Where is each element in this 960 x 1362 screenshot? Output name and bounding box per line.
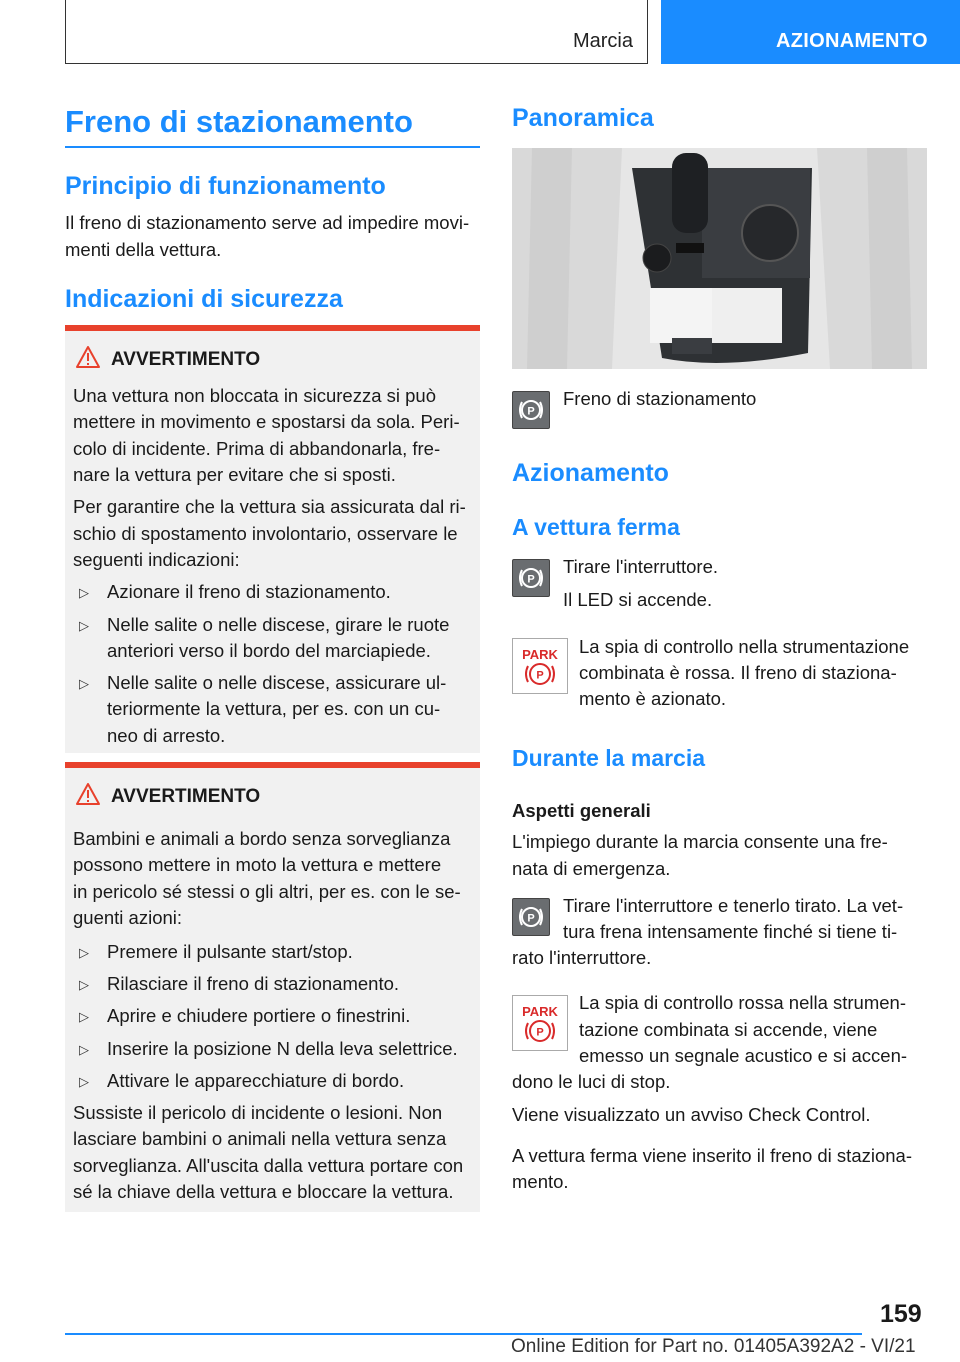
warning-2-bullet: Attivare le apparecchiature di bordo. xyxy=(107,1070,405,1091)
warning-1-line: schio di spostamento involontario, osservare le xyxy=(73,523,458,544)
warning-2-bullet: Aprire e chiudere portiere o finestrini. xyxy=(107,1005,411,1026)
overview-caption: Freno di stazionamento xyxy=(563,388,757,409)
warning-2-line: Sussiste il pericolo di incidente o lesioni. Non xyxy=(73,1102,443,1123)
principle-text-1: Il freno di stazionamento serve ad impedire movi- xyxy=(65,212,470,233)
warning-2-line: possono mettere in moto la vettura e mettere xyxy=(73,854,442,875)
parking-brake-switch-icon xyxy=(512,898,550,936)
header-section-box xyxy=(65,0,648,64)
warning-1-line: colo di incidente. Prima di abbandonarla, fre- xyxy=(73,438,441,459)
center-console-photo xyxy=(512,148,927,369)
stopped-park-text: La spia di controllo nella strumentazione xyxy=(579,636,910,657)
general-heading: Aspetti generali xyxy=(512,800,651,821)
header-chapter-tab xyxy=(661,0,960,64)
bullet-triangle-icon: ▷ xyxy=(79,676,89,691)
warning-2-line: in pericolo sé stessi o gli altri, per es. con le se- xyxy=(73,881,461,902)
park-text: tazione combinata si accende, viene xyxy=(579,1019,878,1040)
park-text: emesso un segnale acustico e si accen- xyxy=(579,1045,908,1066)
principle-text-2: menti della vettura. xyxy=(65,239,222,260)
principle-heading: Principio di funzionamento xyxy=(65,172,386,200)
svg-text:P: P xyxy=(527,573,535,586)
park-label: PARK xyxy=(522,647,558,662)
header-chapter: AZIONAMENTO xyxy=(776,30,928,52)
footer-rule xyxy=(65,1333,862,1335)
center-console-illustration xyxy=(512,148,927,369)
warning-1-bullet: teriormente la vettura, per es. con un cu- xyxy=(107,698,441,719)
bullet-triangle-icon: ▷ xyxy=(79,977,89,992)
final-text: mento. xyxy=(512,1171,569,1192)
warning-1-line: Per garantire che la vettura sia assicurata dal ri- xyxy=(73,496,466,517)
svg-text:P: P xyxy=(536,1026,544,1039)
page-number: 159 xyxy=(880,1300,922,1328)
svg-text:P: P xyxy=(527,405,535,418)
pull-text: Tirare l'interruttore e tenerlo tirato. La vet- xyxy=(563,895,904,916)
warning-2-line: Bambini e animali a bordo senza sorveglianza xyxy=(73,828,451,849)
parking-brake-switch-icon xyxy=(512,391,550,429)
stopped-heading: A vettura ferma xyxy=(512,514,680,540)
overview-heading: Panoramica xyxy=(512,104,654,132)
warning-2-line: sé la chiave della vettura e bloccare la vettura. xyxy=(73,1181,454,1202)
warning-1-line: nare la vettura per evitare che si sposti. xyxy=(73,464,396,485)
warning-1-bullet: Azionare il freno di stazionamento. xyxy=(107,581,391,602)
warning-2-line: sorveglianza. All'uscita dalla vettura portare con xyxy=(73,1155,464,1176)
driving-heading: Durante la marcia xyxy=(512,745,706,771)
warning-2-bullet: Inserire la posizione N della leva selettrice. xyxy=(107,1038,458,1059)
bullet-triangle-icon: ▷ xyxy=(79,945,89,960)
safety-heading: Indicazioni di sicurezza xyxy=(65,285,343,313)
check-control-text: Viene visualizzato un avviso Check Control. xyxy=(512,1104,871,1125)
park-label: PARK xyxy=(522,1004,558,1019)
warning-1-title: AVVERTIMENTO xyxy=(111,349,261,370)
footer-edition: Online Edition for Part no. 01405A392A2 - VI/21 xyxy=(511,1336,916,1357)
bullet-triangle-icon: ▷ xyxy=(79,1042,89,1057)
stopped-park-text: mento è azionato. xyxy=(579,688,727,709)
warning-2-title: AVVERTIMENTO xyxy=(111,786,261,807)
title-rule xyxy=(65,146,480,148)
warning-1-line: seguenti indicazioni: xyxy=(73,549,240,570)
stopped-step-2: Il LED si accende. xyxy=(563,589,713,610)
warning-box-1 xyxy=(65,325,480,753)
warning-1-line: mettere in movimento e spostarsi da sola. Peri- xyxy=(73,411,460,432)
bullet-triangle-icon: ▷ xyxy=(79,1009,89,1024)
bullet-triangle-icon: ▷ xyxy=(79,585,89,600)
warning-box-2 xyxy=(65,762,480,1212)
svg-text:P: P xyxy=(536,669,544,682)
warning-1-line: Una vettura non bloccata in sicurezza si può xyxy=(73,385,437,406)
warning-2-line: guenti azioni: xyxy=(73,907,183,928)
warning-triangle-icon xyxy=(75,782,101,806)
svg-text:P: P xyxy=(527,912,535,925)
warning-1-bullet: Nelle salite o nelle discese, girare le ruote xyxy=(107,614,450,635)
pull-text: rato l'interruttore. xyxy=(512,947,652,968)
page-title: Freno di stazionamento xyxy=(65,104,413,139)
warning-1-bullet: neo di arresto. xyxy=(107,725,226,746)
bullet-triangle-icon: ▷ xyxy=(79,1074,89,1089)
general-text: L'impiego durante la marcia consente una fre- xyxy=(512,831,888,852)
stopped-park-text: combinata è rossa. Il freno di staziona- xyxy=(579,662,897,683)
park-text: dono le luci di stop. xyxy=(512,1071,671,1092)
bullet-triangle-icon: ▷ xyxy=(79,618,89,633)
warning-2-bullet: Rilasciare il freno di stazionamento. xyxy=(107,973,400,994)
warning-1-bullet: anteriori verso il bordo del marciapiede. xyxy=(107,640,431,661)
park-text: La spia di controllo rossa nella strumen- xyxy=(579,992,906,1013)
park-indicator-icon xyxy=(512,995,568,1051)
warning-2-line: lasciare bambini o animali nella vettura senza xyxy=(73,1128,447,1149)
final-text: A vettura ferma viene inserito il freno di staziona- xyxy=(512,1145,912,1166)
parking-brake-switch-icon xyxy=(512,559,550,597)
warning-1-bullet: Nelle salite o nelle discese, assicurare ul- xyxy=(107,672,447,693)
warning-2-bullet: Premere il pulsante start/stop. xyxy=(107,941,353,962)
operation-heading: Azionamento xyxy=(512,459,669,487)
warning-triangle-icon xyxy=(75,345,101,369)
general-text: nata di emergenza. xyxy=(512,858,671,879)
stopped-step-1: Tirare l'interruttore. xyxy=(563,556,719,577)
pull-text: tura frena intensamente finché si tiene ti- xyxy=(563,921,898,942)
park-indicator-icon xyxy=(512,638,568,694)
header-section: Marcia xyxy=(572,30,633,52)
